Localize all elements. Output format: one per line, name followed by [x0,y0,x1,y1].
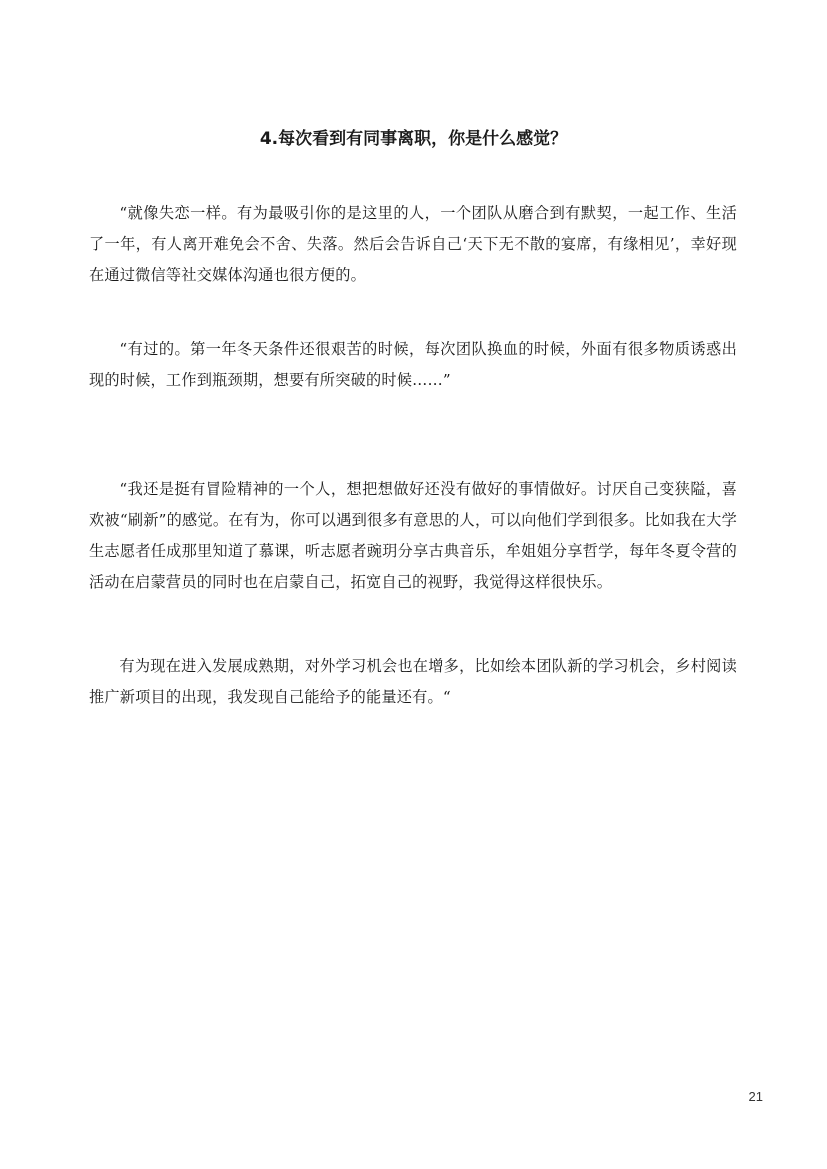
paragraph-2: “有过的。第一年冬天条件还很艰苦的时候，每次团队换血的时候，外面有很多物质诱惑出现的时候，工作到瓶颈期，想要有所突破的时候……” [89,340,737,389]
page-number: 21 [748,1089,763,1104]
section-heading: 4.每次看到有同事离职，你是什么感觉？ [259,129,568,149]
paragraph-3: “我还是挺有冒险精神的一个人，想把想做好还没有做好的事情做好。讨厌自己变狭隘，喜欢被“刷新”的感觉。在有为，你可以遇到很多有意思的人，可以向他们学到很多。比如我在大学生志愿者任成那里知道了慕课，听志愿者豌玥分享古典音乐，牟姐姐分享哲学，每年冬夏令营的活动在启蒙营员的同时也在启蒙自己，拓宽自己的视野，我觉得这样很快乐。 [89,480,737,591]
paragraph-1: “就像失恋一样。有为最吸引你的是这里的人，一个团队从磨合到有默契，一起工作、生活了一年，有人离开难免会不舍、失落。然后会告诉自己‘天下无不散的宴席，有缘相见’，幸好现在通过微信等社交媒体沟通也很方便的。 [89,204,737,284]
paragraph-4: 有为现在进入发展成熟期，对外学习机会也在增多，比如绘本团队新的学习机会，乡村阅读推广新项目的出现，我发现自己能给予的能量还有。“ [89,657,737,706]
